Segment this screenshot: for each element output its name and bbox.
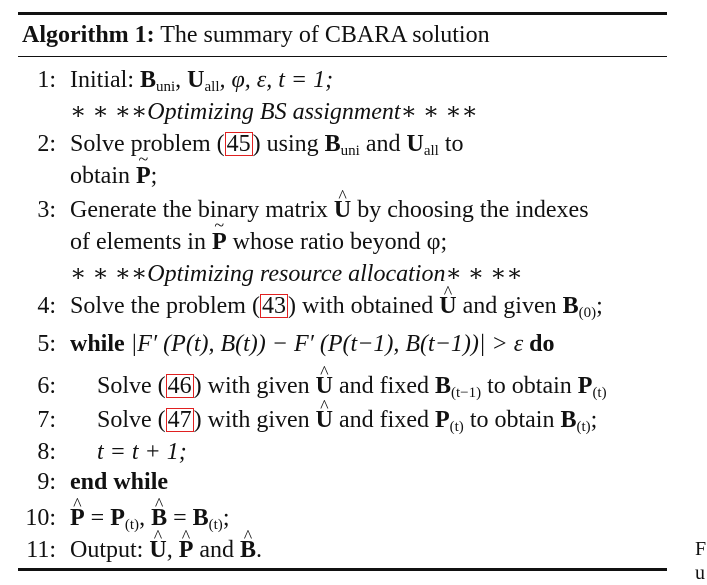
keyword-do: do [529,331,555,357]
top-rule [18,12,667,15]
line-number: 8: [37,439,56,465]
algorithm-title [22,22,490,49]
page-edge-text: F [695,538,707,560]
line-number: 7: [37,407,56,433]
line-number: 2: [37,131,56,157]
line-number: 9: [37,469,56,495]
algorithm-label: Algorithm 1: [22,22,155,48]
equation-ref-link[interactable]: 47 [167,407,192,433]
keyword-while: while [70,331,125,357]
equation-ref-link[interactable]: 45 [226,131,251,157]
line-number: 11: [26,537,56,563]
header-rule [18,56,667,57]
keyword-end-while: end while [70,469,169,495]
line-number: 10: [25,505,56,531]
bottom-rule [18,568,667,571]
equation-ref-link[interactable]: 46 [167,373,192,399]
line-number: 5: [37,331,56,357]
equation-ref-link[interactable]: 43 [261,293,286,319]
algorithm-caption: The summary of CBARA solution [160,22,490,48]
convergence-condition: |F′ (P(t), B(t)) − F′ (P(t−1), B(t−1))| > ε [130,331,524,357]
line-number: 1: [37,67,56,93]
line-number: 3: [37,197,56,223]
line-number: 6: [37,373,56,399]
page-edge-text: u [695,562,705,584]
line-number: 4: [37,293,56,319]
